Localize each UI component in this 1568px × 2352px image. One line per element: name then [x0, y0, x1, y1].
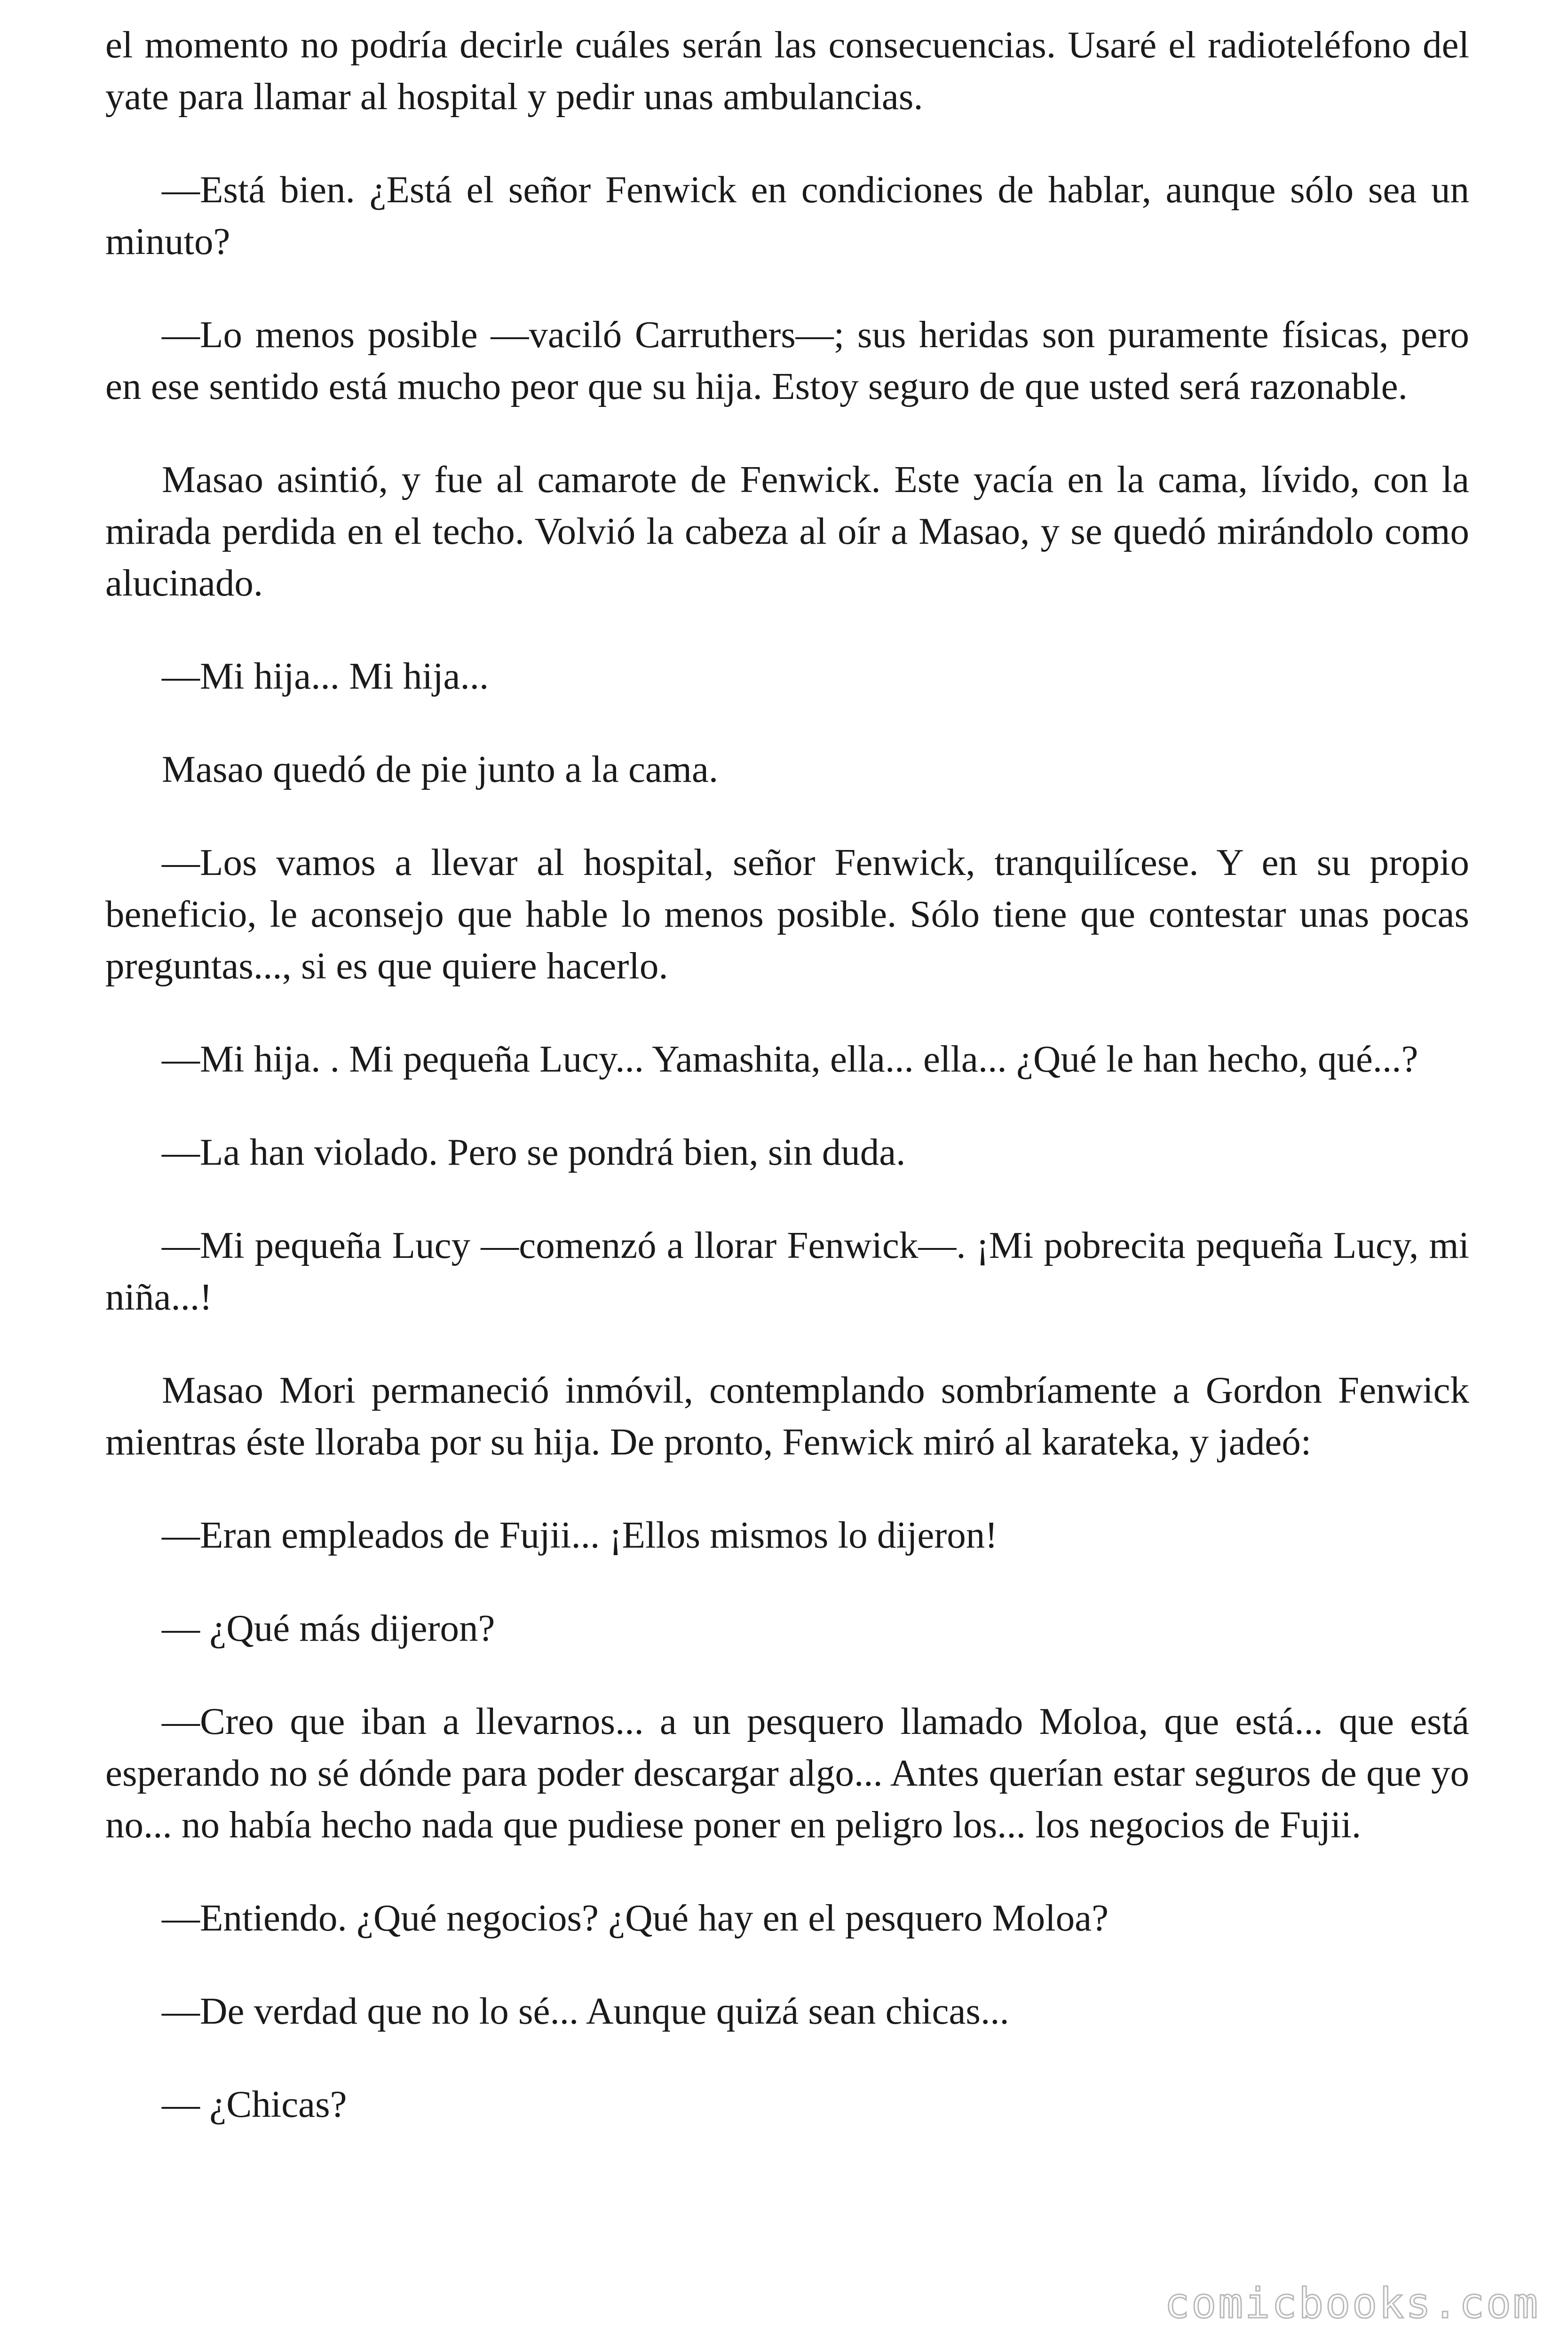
paragraph: —Lo menos posible —vaciló Carruthers—; sus heridas son puramente físicas, pero en ese sentido está mucho peor que su hija. Estoy seguro de que usted será razonable. [105, 313, 1469, 407]
book-page-text [105, 19, 1469, 2171]
paragraph: — ¿Qué más dijeron? [162, 1607, 495, 1649]
paragraph: —Está bien. ¿Está el señor Fenwick en condiciones de hablar, aunque sólo sea un minuto? [105, 168, 1469, 262]
paragraph: —Entiendo. ¿Qué negocios? ¿Qué hay en el pesquero Moloa? [162, 1897, 1109, 1939]
paragraph: — ¿Chicas? [162, 2083, 347, 2125]
paragraph: —Creo que iban a llevarnos... a un pesquero llamado Moloa, que está... que está esperando no sé dónde para poder descargar algo... Antes querían estar seguros de que yo no... no había hecho nada que pudiese poner en peligro los... los negocios de Fujii. [105, 1700, 1469, 1846]
paragraph: —Mi hija... Mi hija... [162, 655, 489, 697]
paragraph: Masao asintió, y fue al camarote de Fenwick. Este yacía en la cama, lívido, con la mirada perdida en el techo. Volvió la cabeza al oír a Masao, y se quedó mirándolo como alucinado. [105, 458, 1469, 604]
paragraph: —Eran empleados de Fujii... ¡Ellos mismos lo dijeron! [162, 1514, 998, 1556]
paragraph: —Los vamos a llevar al hospital, señor Fenwick, tranquilícese. Y en su propio beneficio, le aconsejo que hable lo menos posible. Sólo tiene que contestar unas pocas preguntas..., si es que quiere hacerlo. [105, 841, 1469, 987]
paragraph: —La han violado. Pero se pondrá bien, sin duda. [162, 1131, 906, 1173]
paragraph: el momento no podría decirle cuáles serán las consecuencias. Usaré el radioteléfono del yate para llamar al hospital y pedir unas ambulancias. [105, 24, 1469, 118]
paragraph: —Mi hija. . Mi pequeña Lucy... Yamashita, ella... ella... ¿Qué le han hecho, qué...? [162, 1038, 1418, 1080]
paragraph: —De verdad que no lo sé... Aunque quizá sean chicas... [162, 1990, 1009, 2032]
site-watermark: comicbooks.com [1164, 2279, 1540, 2328]
paragraph: Masao quedó de pie junto a la cama. [162, 748, 719, 790]
paragraph: —Mi pequeña Lucy —comenzó a llorar Fenwick—. ¡Mi pobrecita pequeña Lucy, mi niña...! [105, 1224, 1469, 1318]
paragraph: Masao Mori permaneció inmóvil, contemplando sombríamente a Gordon Fenwick mientras éste lloraba por su hija. De pronto, Fenwick miró al karateka, y jadeó: [105, 1369, 1469, 1463]
